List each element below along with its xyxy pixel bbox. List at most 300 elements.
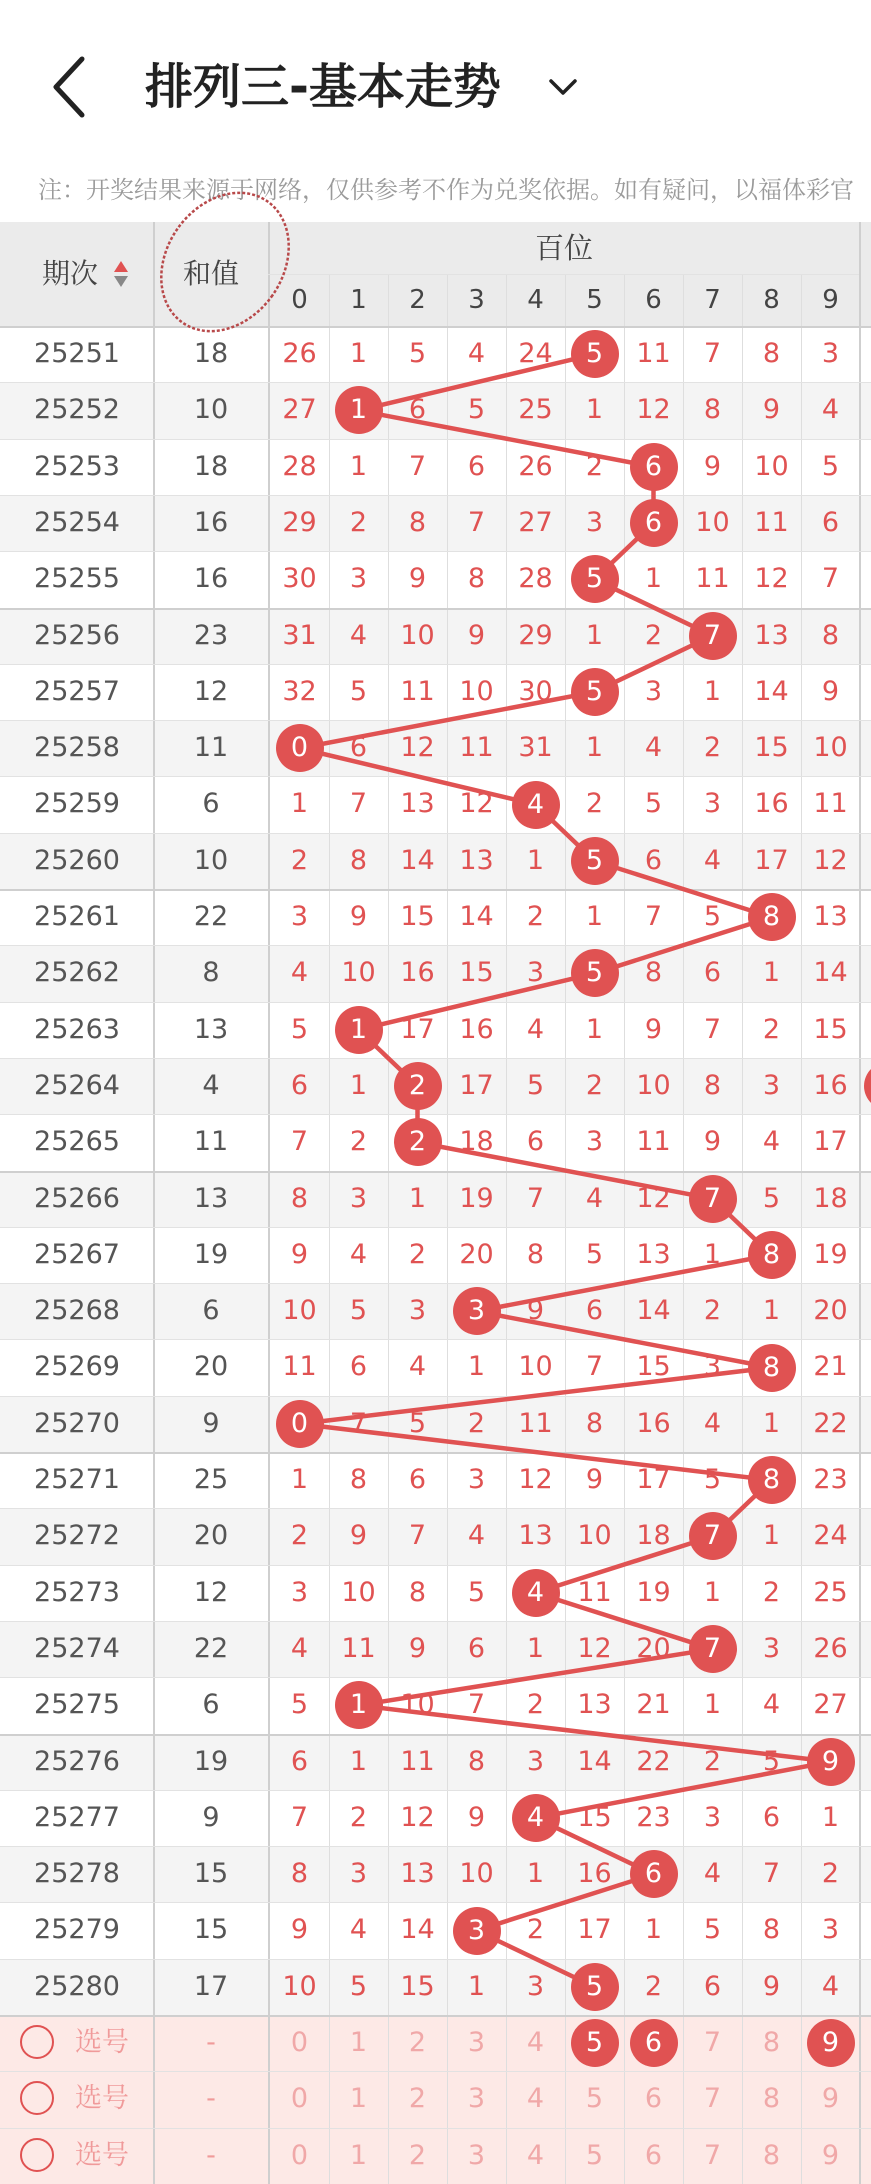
- miss-count: 5: [408, 1407, 427, 1439]
- miss-count: 14: [459, 901, 494, 932]
- miss-count: 16: [813, 1069, 848, 1101]
- miss-count: 10: [282, 1295, 317, 1327]
- miss-count: 16: [400, 957, 435, 989]
- issue-number: 25272: [34, 1520, 120, 1552]
- miss-count: 18: [813, 1182, 848, 1214]
- miss-count: 10: [400, 619, 435, 651]
- miss-count: 25: [813, 1576, 848, 1608]
- miss-count: 1: [762, 957, 781, 989]
- issue-number: 25273: [34, 1576, 120, 1608]
- hit-ball: 0: [276, 724, 324, 772]
- miss-count: 3: [349, 1858, 368, 1890]
- miss-count: 4: [290, 1632, 309, 1664]
- miss-count: 7: [408, 1520, 427, 1552]
- miss-count: 27: [518, 506, 553, 538]
- issue-number: 25260: [34, 844, 120, 876]
- miss-count: 8: [290, 1858, 309, 1890]
- miss-count: 1: [290, 1464, 309, 1495]
- miss-count: 14: [754, 675, 789, 707]
- sum-value: 15: [193, 1914, 229, 1946]
- miss-count: 3: [585, 506, 604, 538]
- miss-count: 2: [349, 1801, 368, 1833]
- trend-polyline: [300, 354, 831, 1987]
- sum-value: 20: [193, 1351, 229, 1383]
- miss-count: 9: [290, 1914, 309, 1946]
- select-digit[interactable]: 0: [290, 2083, 309, 2115]
- hit-ball: 4: [512, 781, 560, 829]
- miss-count: 7: [290, 1801, 309, 1833]
- miss-count: 17: [459, 1069, 494, 1101]
- sum-value: 8: [202, 957, 220, 989]
- issue-number: 25264: [34, 1069, 120, 1101]
- select-digit[interactable]: 7: [703, 2027, 722, 2058]
- miss-count: 19: [459, 1182, 494, 1214]
- digit-column-header: 2: [409, 285, 426, 315]
- sum-value: 9: [202, 1801, 220, 1833]
- miss-count: 24: [518, 338, 553, 369]
- miss-count: 2: [408, 1238, 427, 1270]
- miss-count: 4: [762, 1126, 781, 1158]
- hit-ball: 8: [748, 1231, 796, 1279]
- miss-count: 8: [290, 1182, 309, 1214]
- miss-count: 2: [762, 1013, 781, 1045]
- miss-count: 20: [459, 1238, 494, 1270]
- select-digit[interactable]: 3: [467, 2027, 486, 2058]
- miss-count: 23: [636, 1801, 671, 1833]
- miss-count: 7: [585, 1351, 604, 1383]
- miss-count: 5: [467, 394, 486, 426]
- miss-count: 5: [290, 1689, 309, 1721]
- miss-count: 2: [349, 506, 368, 538]
- select-radio[interactable]: [20, 2025, 54, 2059]
- select-digit[interactable]: 4: [526, 2027, 545, 2058]
- issue-number: 25258: [34, 732, 120, 764]
- miss-count: 9: [526, 1295, 545, 1327]
- sum-value: 22: [193, 1632, 229, 1664]
- miss-count: 11: [577, 1576, 612, 1608]
- miss-count: 8: [644, 957, 663, 989]
- miss-count: 8: [349, 844, 368, 876]
- hit-ball: 7: [689, 1175, 737, 1223]
- select-digit[interactable]: 5: [585, 2083, 604, 2115]
- select-digit[interactable]: 6: [644, 2083, 663, 2115]
- select-digit[interactable]: 9: [821, 2083, 840, 2115]
- miss-count: 10: [459, 675, 494, 707]
- miss-count: 4: [821, 1970, 840, 2002]
- miss-count: 10: [577, 1520, 612, 1552]
- issue-column-header[interactable]: 期次: [41, 257, 98, 290]
- miss-count: 14: [400, 844, 435, 876]
- select-digit[interactable]: 3: [467, 2139, 486, 2171]
- miss-count: 1: [526, 1858, 545, 1890]
- miss-count: 6: [703, 1970, 722, 2002]
- miss-count: 17: [577, 1914, 612, 1946]
- miss-count: 15: [636, 1351, 671, 1383]
- miss-count: 8: [349, 1464, 368, 1495]
- miss-count: 1: [762, 1520, 781, 1552]
- miss-count: 5: [762, 1745, 781, 1777]
- digit-column-header: 6: [645, 285, 662, 315]
- page-title[interactable]: 排列三-基本走势: [145, 59, 501, 115]
- miss-count: 1: [585, 901, 604, 932]
- digit-column-header: 5: [586, 285, 603, 315]
- miss-count: 5: [526, 1069, 545, 1101]
- hit-ball: 1: [335, 1006, 383, 1054]
- miss-count: 9: [703, 1126, 722, 1158]
- miss-count: 7: [703, 338, 722, 369]
- sum-value: 6: [202, 1295, 220, 1327]
- select-sum: -: [206, 2139, 216, 2171]
- issue-number: 25251: [34, 338, 120, 369]
- miss-count: 9: [644, 1013, 663, 1045]
- miss-count: 11: [813, 788, 848, 820]
- miss-count: 1: [821, 1801, 840, 1833]
- sum-value: 10: [193, 394, 229, 426]
- miss-count: 1: [526, 1632, 545, 1664]
- miss-count: 3: [821, 338, 840, 369]
- miss-count: 17: [813, 1126, 848, 1158]
- sum-value: 4: [202, 1069, 220, 1101]
- select-sum: -: [206, 2027, 216, 2058]
- miss-count: 5: [703, 1914, 722, 1946]
- miss-count: 13: [400, 788, 435, 820]
- miss-count: 10: [400, 1689, 435, 1721]
- hit-ball: 3: [453, 1907, 501, 1955]
- select-digit[interactable]: 2: [408, 2027, 427, 2058]
- miss-count: 12: [577, 1632, 612, 1664]
- miss-count: 1: [762, 1407, 781, 1439]
- miss-count: 11: [518, 1407, 553, 1439]
- miss-count: 3: [526, 1745, 545, 1777]
- miss-count: 3: [467, 1464, 486, 1495]
- miss-count: 26: [813, 1632, 848, 1664]
- miss-count: 23: [813, 1464, 848, 1495]
- miss-count: 2: [703, 1745, 722, 1777]
- select-digit[interactable]: 7: [703, 2083, 722, 2115]
- miss-count: 18: [636, 1520, 671, 1552]
- hit-ball: 8: [748, 893, 796, 941]
- issue-number: 25276: [34, 1745, 120, 1777]
- miss-count: 3: [290, 901, 309, 932]
- miss-count: 18: [459, 1126, 494, 1158]
- select-digit[interactable]: 8: [762, 2139, 781, 2171]
- miss-count: 7: [349, 788, 368, 820]
- miss-count: 10: [518, 1351, 553, 1383]
- hit-ball: 5: [571, 330, 619, 378]
- select-digit[interactable]: 1: [349, 2083, 368, 2115]
- miss-count: 11: [341, 1632, 376, 1664]
- miss-count: 4: [703, 844, 722, 876]
- miss-count: 4: [703, 1407, 722, 1439]
- hit-ball: 8: [748, 1344, 796, 1392]
- issue-number: 25279: [34, 1914, 120, 1946]
- miss-count: 9: [408, 1632, 427, 1664]
- miss-count: 1: [467, 1351, 486, 1383]
- miss-count: 2: [762, 1576, 781, 1608]
- miss-count: 6: [762, 1801, 781, 1833]
- miss-count: 1: [349, 450, 368, 482]
- miss-count: 7: [703, 1013, 722, 1045]
- miss-count: 19: [813, 1238, 848, 1270]
- issue-number: 25270: [34, 1407, 120, 1439]
- miss-count: 11: [754, 506, 789, 538]
- hit-ball: 8: [748, 1456, 796, 1504]
- select-digit[interactable]: 2: [408, 2139, 427, 2171]
- select-label[interactable]: 选号: [75, 2027, 129, 2058]
- miss-count: 10: [754, 450, 789, 482]
- miss-count: 8: [762, 338, 781, 369]
- miss-count: 2: [290, 1520, 309, 1552]
- hit-ball: 1: [335, 1681, 383, 1729]
- miss-count: 6: [408, 1464, 427, 1495]
- miss-count: 12: [813, 844, 848, 876]
- sum-value: 17: [193, 1970, 229, 2002]
- select-label[interactable]: 选号: [75, 2139, 129, 2171]
- miss-count: 7: [762, 1858, 781, 1890]
- miss-count: 3: [349, 563, 368, 595]
- hit-ball: 2: [394, 1118, 442, 1166]
- miss-count: 16: [636, 1407, 671, 1439]
- sum-value: 22: [193, 901, 229, 932]
- sum-value: 23: [193, 619, 229, 651]
- miss-count: 2: [290, 844, 309, 876]
- miss-count: 11: [282, 1351, 317, 1383]
- miss-count: 31: [518, 732, 553, 764]
- digit-column-header: 8: [763, 285, 780, 315]
- miss-count: 5: [349, 1970, 368, 2002]
- sum-column-header: 和值: [182, 257, 239, 290]
- miss-count: 4: [467, 338, 486, 369]
- select-radio[interactable]: [20, 2138, 54, 2172]
- miss-count: 4: [821, 394, 840, 426]
- miss-count: 6: [349, 1351, 368, 1383]
- miss-count: 10: [636, 1069, 671, 1101]
- hit-ball: 6: [630, 443, 678, 491]
- miss-count: 15: [459, 957, 494, 989]
- miss-count: 28: [518, 563, 553, 595]
- miss-count: 2: [821, 1858, 840, 1890]
- miss-count: 1: [349, 1069, 368, 1101]
- miss-count: 8: [762, 1914, 781, 1946]
- miss-count: 4: [526, 1013, 545, 1045]
- select-digit[interactable]: 8: [762, 2083, 781, 2115]
- miss-count: 2: [526, 901, 545, 932]
- miss-count: 3: [703, 788, 722, 820]
- miss-count: 5: [349, 675, 368, 707]
- miss-count: 5: [408, 338, 427, 369]
- miss-count: 15: [813, 1013, 848, 1045]
- miss-count: 7: [290, 1126, 309, 1158]
- miss-count: 2: [526, 1914, 545, 1946]
- miss-count: 8: [703, 394, 722, 426]
- hit-ball: 5: [571, 949, 619, 997]
- miss-count: 10: [813, 732, 848, 764]
- miss-count: 22: [813, 1407, 848, 1439]
- miss-count: 14: [400, 1914, 435, 1946]
- selected-digit-ball[interactable]: 6: [630, 2019, 678, 2067]
- miss-count: 2: [644, 619, 663, 651]
- issue-number: 25255: [34, 563, 120, 595]
- select-digit[interactable]: 4: [526, 2083, 545, 2115]
- miss-count: 25: [518, 394, 553, 426]
- hit-ball: 1: [335, 386, 383, 434]
- miss-count: 9: [408, 563, 427, 595]
- miss-count: 4: [349, 1914, 368, 1946]
- miss-count: 11: [636, 1126, 671, 1158]
- hit-ball: 5: [571, 555, 619, 603]
- select-digit[interactable]: 1: [349, 2139, 368, 2171]
- miss-count: 11: [695, 563, 730, 595]
- issue-number: 25263: [34, 1013, 120, 1045]
- miss-count: 15: [400, 901, 435, 932]
- select-digit[interactable]: 0: [290, 2139, 309, 2171]
- miss-count: 7: [526, 1182, 545, 1214]
- hit-ball: 6: [630, 499, 678, 547]
- select-digit[interactable]: 3: [467, 2083, 486, 2115]
- selected-digit-ball[interactable]: 5: [571, 2019, 619, 2067]
- sum-value: 19: [193, 1745, 229, 1777]
- select-digit[interactable]: 0: [290, 2027, 309, 2058]
- miss-count: 3: [703, 1351, 722, 1383]
- miss-count: 2: [585, 450, 604, 482]
- select-digit[interactable]: 7: [703, 2139, 722, 2171]
- miss-count: 6: [644, 844, 663, 876]
- select-digit[interactable]: 4: [526, 2139, 545, 2171]
- miss-count: 3: [526, 957, 545, 989]
- miss-count: 13: [636, 1238, 671, 1270]
- issue-number: 25252: [34, 394, 120, 426]
- hit-ball: 2: [394, 1062, 442, 1110]
- miss-count: 1: [408, 1182, 427, 1214]
- miss-count: 11: [636, 338, 671, 369]
- issue-number: 25266: [34, 1182, 120, 1214]
- issue-number: 25269: [34, 1351, 120, 1383]
- miss-count: 12: [754, 563, 789, 595]
- digit-column-header: 0: [291, 285, 308, 315]
- miss-count: 8: [408, 1576, 427, 1608]
- miss-count: 9: [349, 901, 368, 932]
- miss-count: 1: [585, 1013, 604, 1045]
- sum-value: 18: [193, 338, 229, 369]
- miss-count: 15: [400, 1970, 435, 2002]
- miss-count: 12: [400, 1801, 435, 1833]
- hit-ball: 5: [571, 668, 619, 716]
- miss-count: 4: [467, 1520, 486, 1552]
- miss-count: 9: [821, 675, 840, 707]
- miss-count: 9: [290, 1238, 309, 1270]
- sum-value: 12: [193, 675, 229, 707]
- miss-count: 13: [400, 1858, 435, 1890]
- select-digit[interactable]: 5: [585, 2139, 604, 2171]
- select-digit[interactable]: 8: [762, 2027, 781, 2058]
- miss-count: 22: [636, 1745, 671, 1777]
- miss-count: 12: [400, 732, 435, 764]
- miss-count: 7: [467, 506, 486, 538]
- sum-value: 25: [193, 1464, 229, 1495]
- miss-count: 7: [349, 1407, 368, 1439]
- miss-count: 3: [644, 675, 663, 707]
- miss-count: 4: [703, 1858, 722, 1890]
- issue-number: 25262: [34, 957, 120, 989]
- miss-count: 31: [282, 619, 317, 651]
- miss-count: 1: [585, 619, 604, 651]
- miss-count: 1: [349, 1745, 368, 1777]
- miss-count: 2: [703, 732, 722, 764]
- miss-count: 8: [821, 619, 840, 651]
- select-digit[interactable]: 9: [821, 2139, 840, 2171]
- sum-value: 13: [193, 1013, 229, 1045]
- sum-value: 13: [193, 1182, 229, 1214]
- select-label[interactable]: 选号: [75, 2083, 129, 2115]
- selected-digit-ball[interactable]: 9: [807, 2019, 855, 2067]
- miss-count: 6: [408, 394, 427, 426]
- miss-count: 6: [526, 1126, 545, 1158]
- miss-count: 5: [703, 1464, 722, 1495]
- miss-count: 10: [459, 1858, 494, 1890]
- sum-value: 16: [193, 563, 229, 595]
- miss-count: 10: [695, 506, 730, 538]
- miss-count: 3: [585, 1126, 604, 1158]
- miss-count: 5: [467, 1576, 486, 1608]
- miss-count: 5: [644, 788, 663, 820]
- miss-count: 30: [518, 675, 553, 707]
- select-digit[interactable]: 2: [408, 2083, 427, 2115]
- miss-count: 8: [703, 1069, 722, 1101]
- miss-count: 16: [577, 1858, 612, 1890]
- miss-count: 6: [290, 1069, 309, 1101]
- issue-number: 25274: [34, 1632, 120, 1664]
- hit-ball: 5: [571, 837, 619, 885]
- sum-value: 19: [193, 1238, 229, 1270]
- miss-count: 3: [821, 1914, 840, 1946]
- issue-number: 25277: [34, 1801, 120, 1833]
- miss-count: 7: [408, 450, 427, 482]
- miss-count: 21: [813, 1351, 848, 1383]
- select-digit[interactable]: 6: [644, 2139, 663, 2171]
- hit-ball: 7: [689, 1512, 737, 1560]
- miss-count: 1: [644, 1914, 663, 1946]
- miss-count: 1: [703, 1689, 722, 1721]
- miss-count: 15: [577, 1801, 612, 1833]
- miss-count: 27: [813, 1689, 848, 1721]
- miss-count: 1: [703, 675, 722, 707]
- miss-count: 1: [703, 1576, 722, 1608]
- miss-count: 12: [518, 1464, 553, 1495]
- miss-count: 26: [282, 338, 317, 369]
- digit-column-header: 3: [468, 285, 485, 315]
- issue-number: 25280: [34, 1970, 120, 2002]
- issue-number: 25278: [34, 1858, 120, 1890]
- miss-count: 5: [585, 1238, 604, 1270]
- miss-count: 10: [341, 1576, 376, 1608]
- miss-count: 1: [585, 732, 604, 764]
- miss-count: 14: [813, 957, 848, 989]
- miss-count: 8: [467, 1745, 486, 1777]
- hit-ball: 0: [276, 1400, 324, 1448]
- hit-ball: 9: [807, 1738, 855, 1786]
- issue-number: 25267: [34, 1238, 120, 1270]
- miss-count: 6: [821, 506, 840, 538]
- issue-number: 25261: [34, 901, 120, 932]
- miss-count: 7: [821, 563, 840, 595]
- miss-count: 13: [518, 1520, 553, 1552]
- hit-ball: 3: [453, 1287, 501, 1335]
- digit-column-header: 7: [704, 285, 721, 315]
- miss-count: 17: [754, 844, 789, 876]
- miss-count: 20: [636, 1632, 671, 1664]
- select-digit[interactable]: 1: [349, 2027, 368, 2058]
- miss-count: 5: [821, 450, 840, 482]
